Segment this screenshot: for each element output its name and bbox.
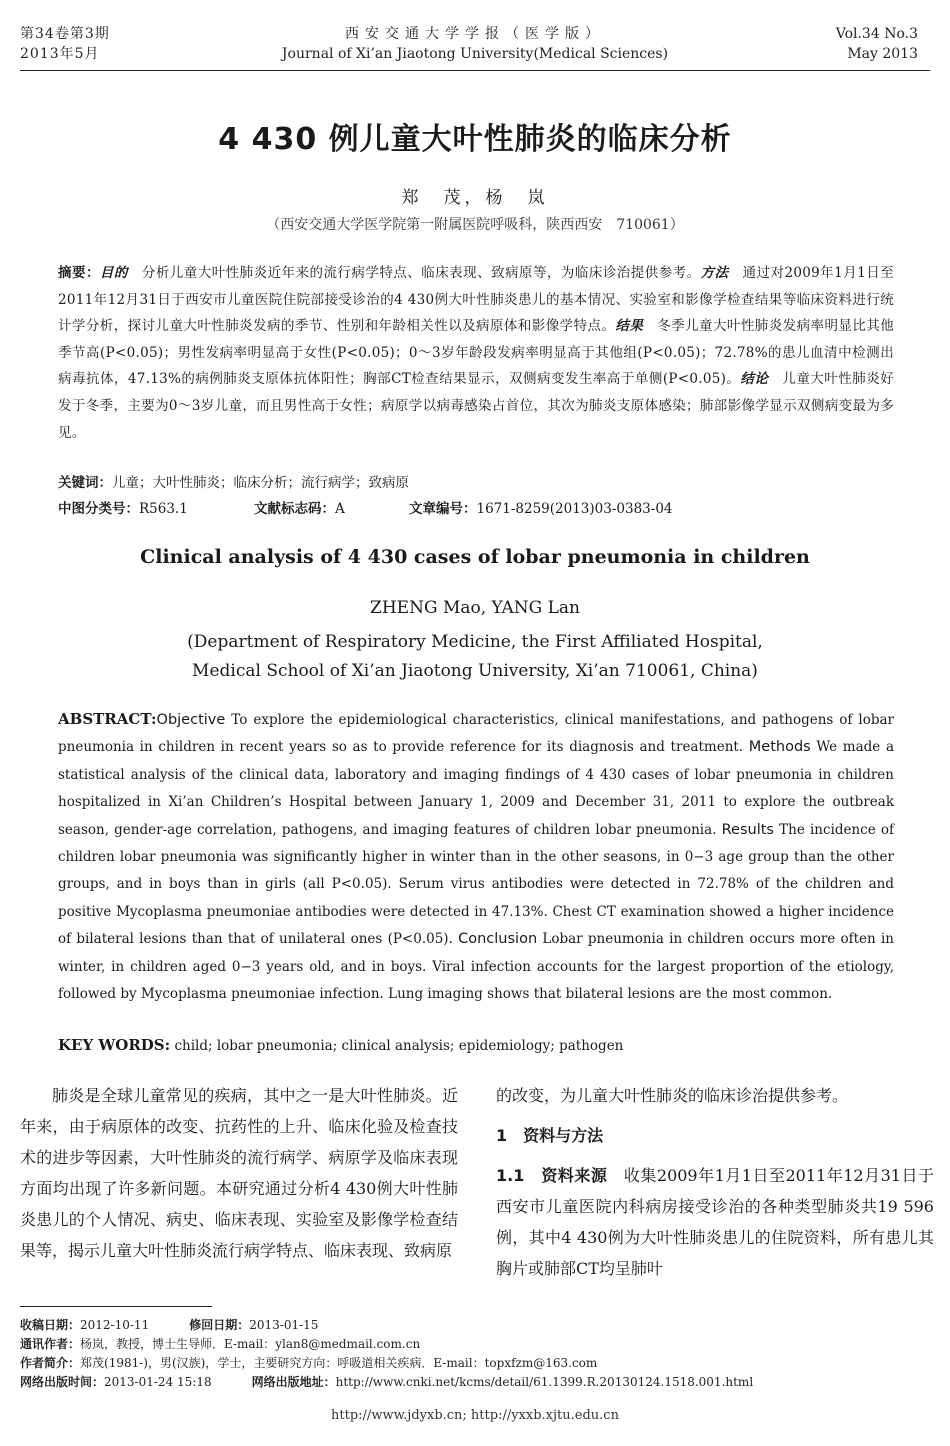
abstract-en-label: ABSTRACT: — [58, 710, 157, 728]
journal-issue-cn — [20, 24, 110, 64]
volume-en: Vol.34 No.3 — [835, 26, 918, 42]
journal-name — [200, 24, 750, 64]
keywords-en-text: child; lobar pneumonia; clinical analysis; epidemiology; pathogen — [174, 1038, 624, 1054]
footnote-dates — [20, 1316, 930, 1335]
section-heading-1: 1 资料与方法 — [496, 1126, 604, 1145]
online-time-label: 网络出版时间： — [20, 1375, 105, 1389]
doc-code: A — [335, 501, 345, 517]
footnotes — [20, 1316, 930, 1392]
keywords-en — [58, 1036, 894, 1054]
revised-date: 2013-01-15 — [249, 1318, 319, 1332]
keywords-en-label: KEY WORDS: — [58, 1036, 171, 1054]
author-bio-text: 郑茂(1981-)，男(汉族)，学士，主要研究方向：呼吸道相关疾病．E-mail：topxfzm@163.com — [80, 1356, 598, 1370]
classification-row — [58, 496, 894, 522]
objective-cn-label: 目的 — [99, 265, 128, 281]
objective-en: To explore the epidemiological characteristics, clinical manifestations, and pathogens of lobar pneumonia in children in recent years so as to provide reference for its diagnosis and treatment. — [58, 712, 894, 756]
clc-label: 中图分类号： — [58, 501, 139, 517]
online-url[interactable]: http://www.cnki.net/kcms/detail/61.1399.R.20130124.1518.001.html — [335, 1375, 754, 1389]
footer-url[interactable]: http://www.jdyxb.cn; http://yxxb.xjtu.edu.cn — [331, 1408, 619, 1423]
intro-paragraph: 肺炎是全球儿童常见的疾病，其中之一是大叶性肺炎。近年来，由于病原体的改变、抗药性的上升、临床化验及检查技术的进步等因素，大叶性肺炎的流行病学、病原学及临床表现方面均出现了许多新问题。本研究通过分析4 430例大叶性肺炎患儿的个人情况、病史、临床表现、实验室及影像学检查结果等，揭示儿童大叶性肺炎流行病学特点、临床表现、致病原 — [20, 1086, 458, 1260]
results-en: The incidence of children lobar pneumonia was significantly higher in winter than in the other seasons, in 0−3 age group than the other groups, and in boys than in girls (all P<0.05). Serum virus antibodies were detected in 72.78% of the children and positive Mycoplasma pneumoniae antibodies were detected in 47.13%. Chest CT examination showed a higher incidence of bilateral lesions than that of unilateral ones (P<0.05). — [58, 821, 895, 948]
date-en: May 2013 — [847, 46, 918, 62]
journal-volume-en — [836, 24, 918, 64]
keywords-cn-label: 关键词： — [58, 475, 112, 491]
results-cn: 冬季儿童大叶性肺炎发病率明显比其他季节高(P<0.05)；男性发病率明显高于女性(P<0.05)；0～3岁年龄段发病率明显高于其他组(P<0.05)；72.78%的患儿血清中检测出病毒抗体，47.13%的病例肺炎支原体抗体阳性；胸部CT检查结果显示，双侧病变发生率高于单侧(P<0.05)。 — [58, 318, 894, 388]
conclusion-cn-label: 结论 — [740, 371, 769, 388]
methods-en: We made a statistical analysis of the clinical data, laboratory and imaging findings of 4 430 cases of lobar pneumonia in children hospitalized in Xi’an Children’s Hospital between January 1, 2009 and December 31, 2011 to explore the outbreak season, gender-age correlation, pathogens, and imaging features of children lobar pneumonia. — [58, 739, 894, 838]
article-title-en: Clinical analysis of 4 430 cases of lobar pneumonia in children — [140, 546, 810, 568]
abstract-en — [58, 706, 894, 1008]
journal-name-en: Journal of Xi’an Jiaotong University(Medical Sciences) — [281, 46, 669, 62]
authors-en: ZHENG Mao, YANG Lan — [370, 598, 580, 618]
affiliation-en-line2: Medical School of Xi’an Jiaotong University, Xi’an 710061, China) — [192, 661, 758, 681]
received-label: 收稿日期： — [20, 1318, 81, 1332]
article-no: 1671-8259(2013)03-0383-04 — [476, 501, 673, 517]
objective-cn: 分析儿童大叶性肺炎近年来的流行病学特点、临床表现、致病原等，为临床诊治提供参考。 — [127, 265, 701, 281]
methods-en-label: Methods — [748, 739, 811, 756]
article-title-cn: 4 430 例儿童大叶性肺炎的临床分析 — [218, 122, 732, 157]
subsection-heading-1-1: 1.1 资料来源 — [496, 1166, 608, 1185]
intro-continuation: 的改变，为儿童大叶性肺炎的临床诊治提供参考。 — [496, 1086, 849, 1105]
conclusion-en-label: Conclusion — [458, 931, 538, 948]
online-url-label: 网络出版地址： — [251, 1375, 336, 1389]
revised-label: 修回日期： — [189, 1318, 250, 1332]
article-no-label: 文章编号： — [409, 501, 477, 517]
keywords-cn — [58, 470, 894, 496]
affiliation-en — [0, 628, 950, 686]
header-rule — [20, 70, 930, 71]
affiliation-cn: （西安交通大学医学院第一附属医院呼吸科，陕西西安 710061） — [266, 217, 684, 233]
authors-cn: 郑 茂，杨 岚 — [401, 188, 549, 208]
conclusion-en: Lobar pneumonia in children occurs more often in winter, in children aged 0−3 years old, and in boys. Viral infection accounts for the largest proportion of the etiology, followed by Mycoplasma pneumoniae infection. Lung imaging shows that bilateral lesions are the most common. — [58, 931, 894, 1003]
corresponding-label: 通讯作者： — [20, 1337, 81, 1351]
online-time: 2013-01-24 15:18 — [104, 1375, 212, 1389]
methods-cn-label: 方法 — [700, 265, 729, 281]
received-date: 2012-10-11 — [80, 1318, 150, 1332]
doc-code-label: 文献标志码： — [254, 501, 335, 517]
results-cn-label: 结果 — [615, 318, 644, 335]
body-column-right — [496, 1080, 934, 1284]
methods-cn: 通过对2009年1月1日至2011年12月31日于西安市儿童医院住院部接受诊治的4 430例大叶性肺炎患儿的基本情况、实验室和影像学检查结果等临床资料进行统计学分析，探讨儿童大叶性肺炎发病的季节、性别和年龄相关性以及病原体和影像学特点。 — [58, 265, 895, 335]
results-en-label: Results — [721, 821, 774, 838]
journal-name-cn: 西安交通大学学报（医学版） — [345, 26, 605, 42]
footnote-online — [20, 1373, 930, 1392]
footnote-corresponding — [20, 1335, 930, 1354]
abstract-cn — [58, 260, 894, 446]
clc-code: R563.1 — [139, 501, 188, 517]
date-cn: 2013年5月 — [20, 46, 100, 62]
corresponding-text: 杨岚，教授，博士生导师．E-mail：ylan8@medmail.com.cn — [80, 1337, 421, 1351]
objective-en-label: Objective — [156, 712, 226, 728]
abstract-cn-label: 摘要： — [58, 265, 100, 281]
footnote-author — [20, 1354, 930, 1373]
footnote-rule — [20, 1306, 212, 1307]
affiliation-en-line1: (Department of Respiratory Medicine, the First Affiliated Hospital, — [187, 632, 763, 652]
conclusion-cn: 儿童大叶性肺炎好发于冬季，主要为0～3岁儿童，而且男性高于女性；病原学以病毒感染占首位，其次为肺炎支原体感染；肺部影像学显示双侧病变最为多见。 — [58, 371, 895, 441]
subsection-1-1-text: 收集2009年1月1日至2011年12月31日于西安市儿童医院内科病房接受诊治的各种类型肺炎共19 596例，其中4 430例为大叶性肺炎患儿的住院资料，所有患儿其胸片或肺部CT均呈肺叶 — [496, 1166, 934, 1278]
issue-cn: 第34卷第3期 — [20, 26, 110, 42]
keywords-cn-text: 儿童；大叶性肺炎；临床分析；流行病学；致病原 — [112, 475, 409, 491]
author-bio-label: 作者简介： — [20, 1356, 81, 1370]
body-column-left — [20, 1080, 458, 1266]
